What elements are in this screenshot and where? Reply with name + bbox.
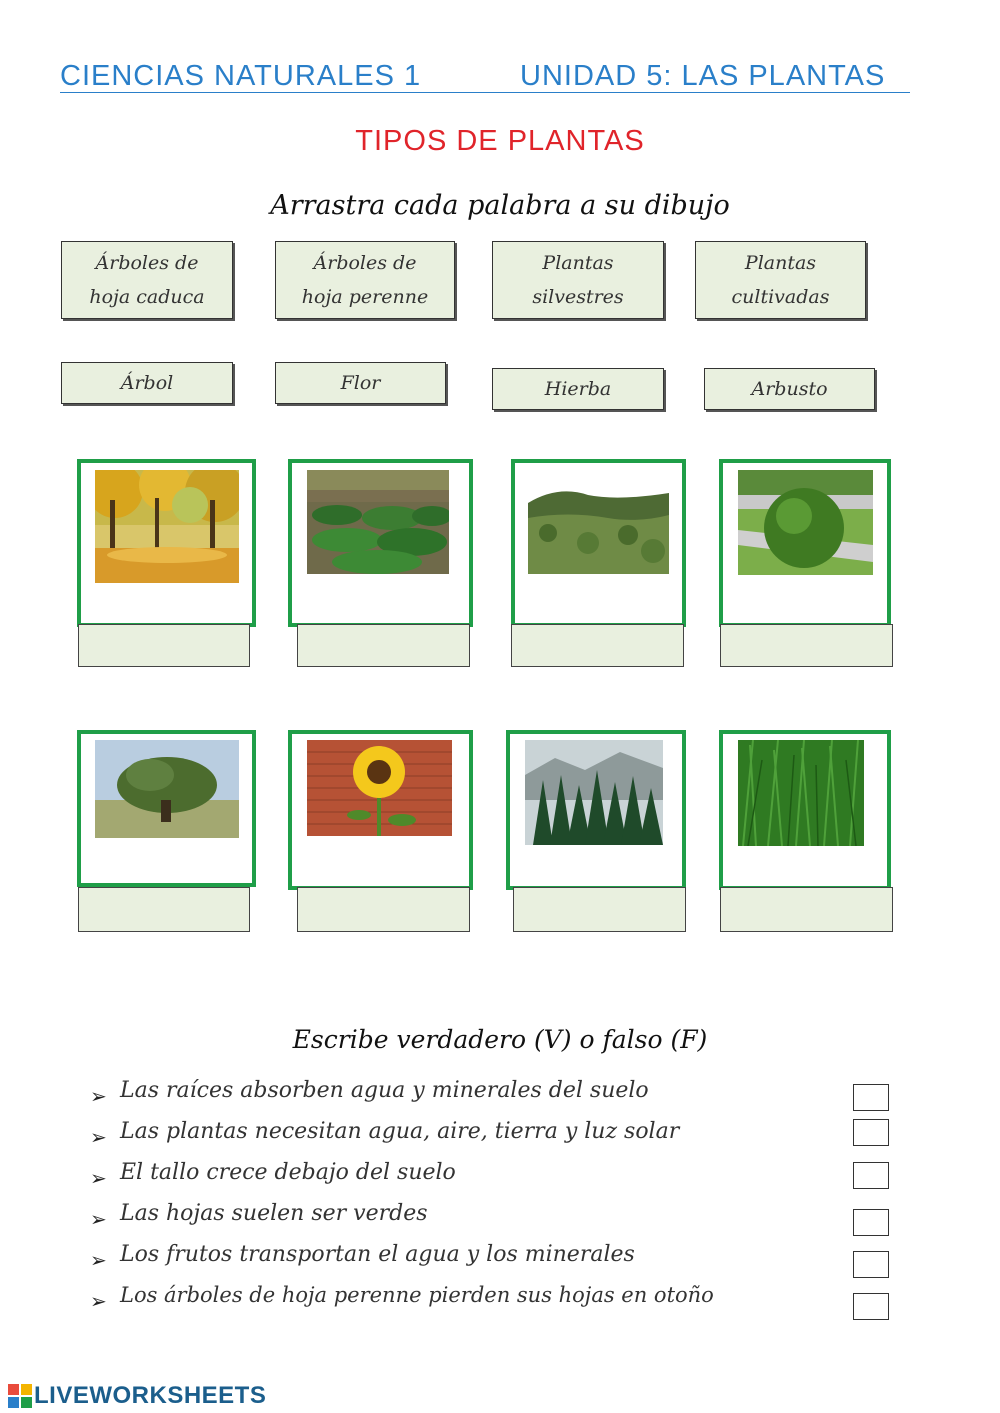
word-line: hoja caduca	[89, 286, 205, 308]
arrow-bullet-icon: ➢	[90, 1248, 107, 1272]
drag-instruction: Arrastra cada palabra a su dibujo	[270, 190, 730, 221]
statement-text: Las hojas suelen ser verdes	[120, 1201, 428, 1226]
statement-text: El tallo crece debajo del suelo	[120, 1160, 456, 1185]
answer-box-5[interactable]	[78, 887, 250, 932]
arrow-bullet-icon: ➢	[90, 1289, 107, 1313]
statement-row	[90, 1283, 910, 1323]
arrow-bullet-icon: ➢	[90, 1084, 107, 1108]
true-false-instruction: Escribe verdadero (V) o falso (F)	[292, 1025, 708, 1054]
liveworksheets-logo[interactable]	[8, 1382, 266, 1410]
word-line: cultivadas	[731, 286, 830, 308]
word-tile-arboles-hoja-caduca[interactable]	[61, 241, 233, 319]
word-line: hoja perenne	[301, 286, 429, 308]
page-title: TIPOS DE PLANTAS	[355, 125, 645, 157]
statement-row	[90, 1242, 910, 1282]
statement-row	[90, 1119, 910, 1159]
word-tile-arboles-hoja-perenne[interactable]	[275, 241, 455, 319]
round-bush-photo	[738, 470, 873, 575]
word-tile-hierba[interactable]	[492, 368, 664, 410]
word-tile-plantas-cultivadas[interactable]	[695, 241, 866, 319]
arrow-bullet-icon: ➢	[90, 1166, 107, 1190]
answer-box-1[interactable]	[78, 624, 250, 667]
answer-box-7[interactable]	[513, 887, 686, 932]
answer-box-6[interactable]	[297, 887, 470, 932]
word-line: Árboles de	[313, 252, 417, 274]
answer-input-5[interactable]	[853, 1251, 889, 1278]
answer-input-1[interactable]	[853, 1084, 889, 1111]
word-line: Plantas	[542, 252, 614, 274]
statement-row	[90, 1078, 910, 1118]
sunflower-photo	[307, 740, 452, 836]
word-tile-arbol[interactable]	[61, 362, 233, 404]
autumn-forest-photo	[95, 470, 239, 583]
shrubland-photo	[528, 473, 669, 574]
word-line: Flor	[340, 372, 381, 394]
answer-box-3[interactable]	[511, 624, 684, 667]
unit-title: UNIDAD 5: LAS PLANTAS	[520, 60, 886, 92]
word-line: Árbol	[120, 372, 174, 394]
word-tile-plantas-silvestres[interactable]	[492, 241, 664, 319]
statement-row	[90, 1160, 910, 1200]
word-line: Árboles de	[95, 252, 199, 274]
grass-photo	[738, 740, 864, 846]
arrow-bullet-icon: ➢	[90, 1125, 107, 1149]
word-line: silvestres	[532, 286, 624, 308]
answer-box-4[interactable]	[720, 624, 893, 667]
crop-field-photo	[307, 470, 449, 574]
statement-text: Los árboles de hoja perenne pierden sus hojas en otoño	[120, 1283, 714, 1307]
word-line: Arbusto	[751, 378, 828, 400]
statement-row	[90, 1201, 910, 1241]
answer-input-4[interactable]	[853, 1209, 889, 1236]
word-tile-flor[interactable]	[275, 362, 446, 404]
word-line: Plantas	[744, 252, 817, 274]
conifer-forest-photo	[525, 740, 663, 845]
statement-text: Los frutos transportan el agua y los minerales	[120, 1242, 635, 1267]
large-tree-photo	[95, 740, 239, 838]
answer-box-2[interactable]	[297, 624, 470, 667]
logo-text: LIVEWORKSHEETS	[34, 1382, 267, 1409]
arrow-bullet-icon: ➢	[90, 1207, 107, 1231]
answer-input-2[interactable]	[853, 1119, 889, 1146]
word-tile-arbusto[interactable]	[704, 368, 875, 410]
answer-input-3[interactable]	[853, 1162, 889, 1189]
logo-icon	[8, 1384, 32, 1408]
course-title: CIENCIAS NATURALES 1	[60, 60, 422, 92]
word-line: Hierba	[544, 378, 612, 400]
statement-text: Las raíces absorben agua y minerales del suelo	[120, 1078, 649, 1103]
answer-input-6[interactable]	[853, 1293, 889, 1320]
answer-box-8[interactable]	[720, 887, 893, 932]
header-underline	[60, 92, 910, 93]
statement-text: Las plantas necesitan agua, aire, tierra y luz solar	[120, 1119, 680, 1144]
